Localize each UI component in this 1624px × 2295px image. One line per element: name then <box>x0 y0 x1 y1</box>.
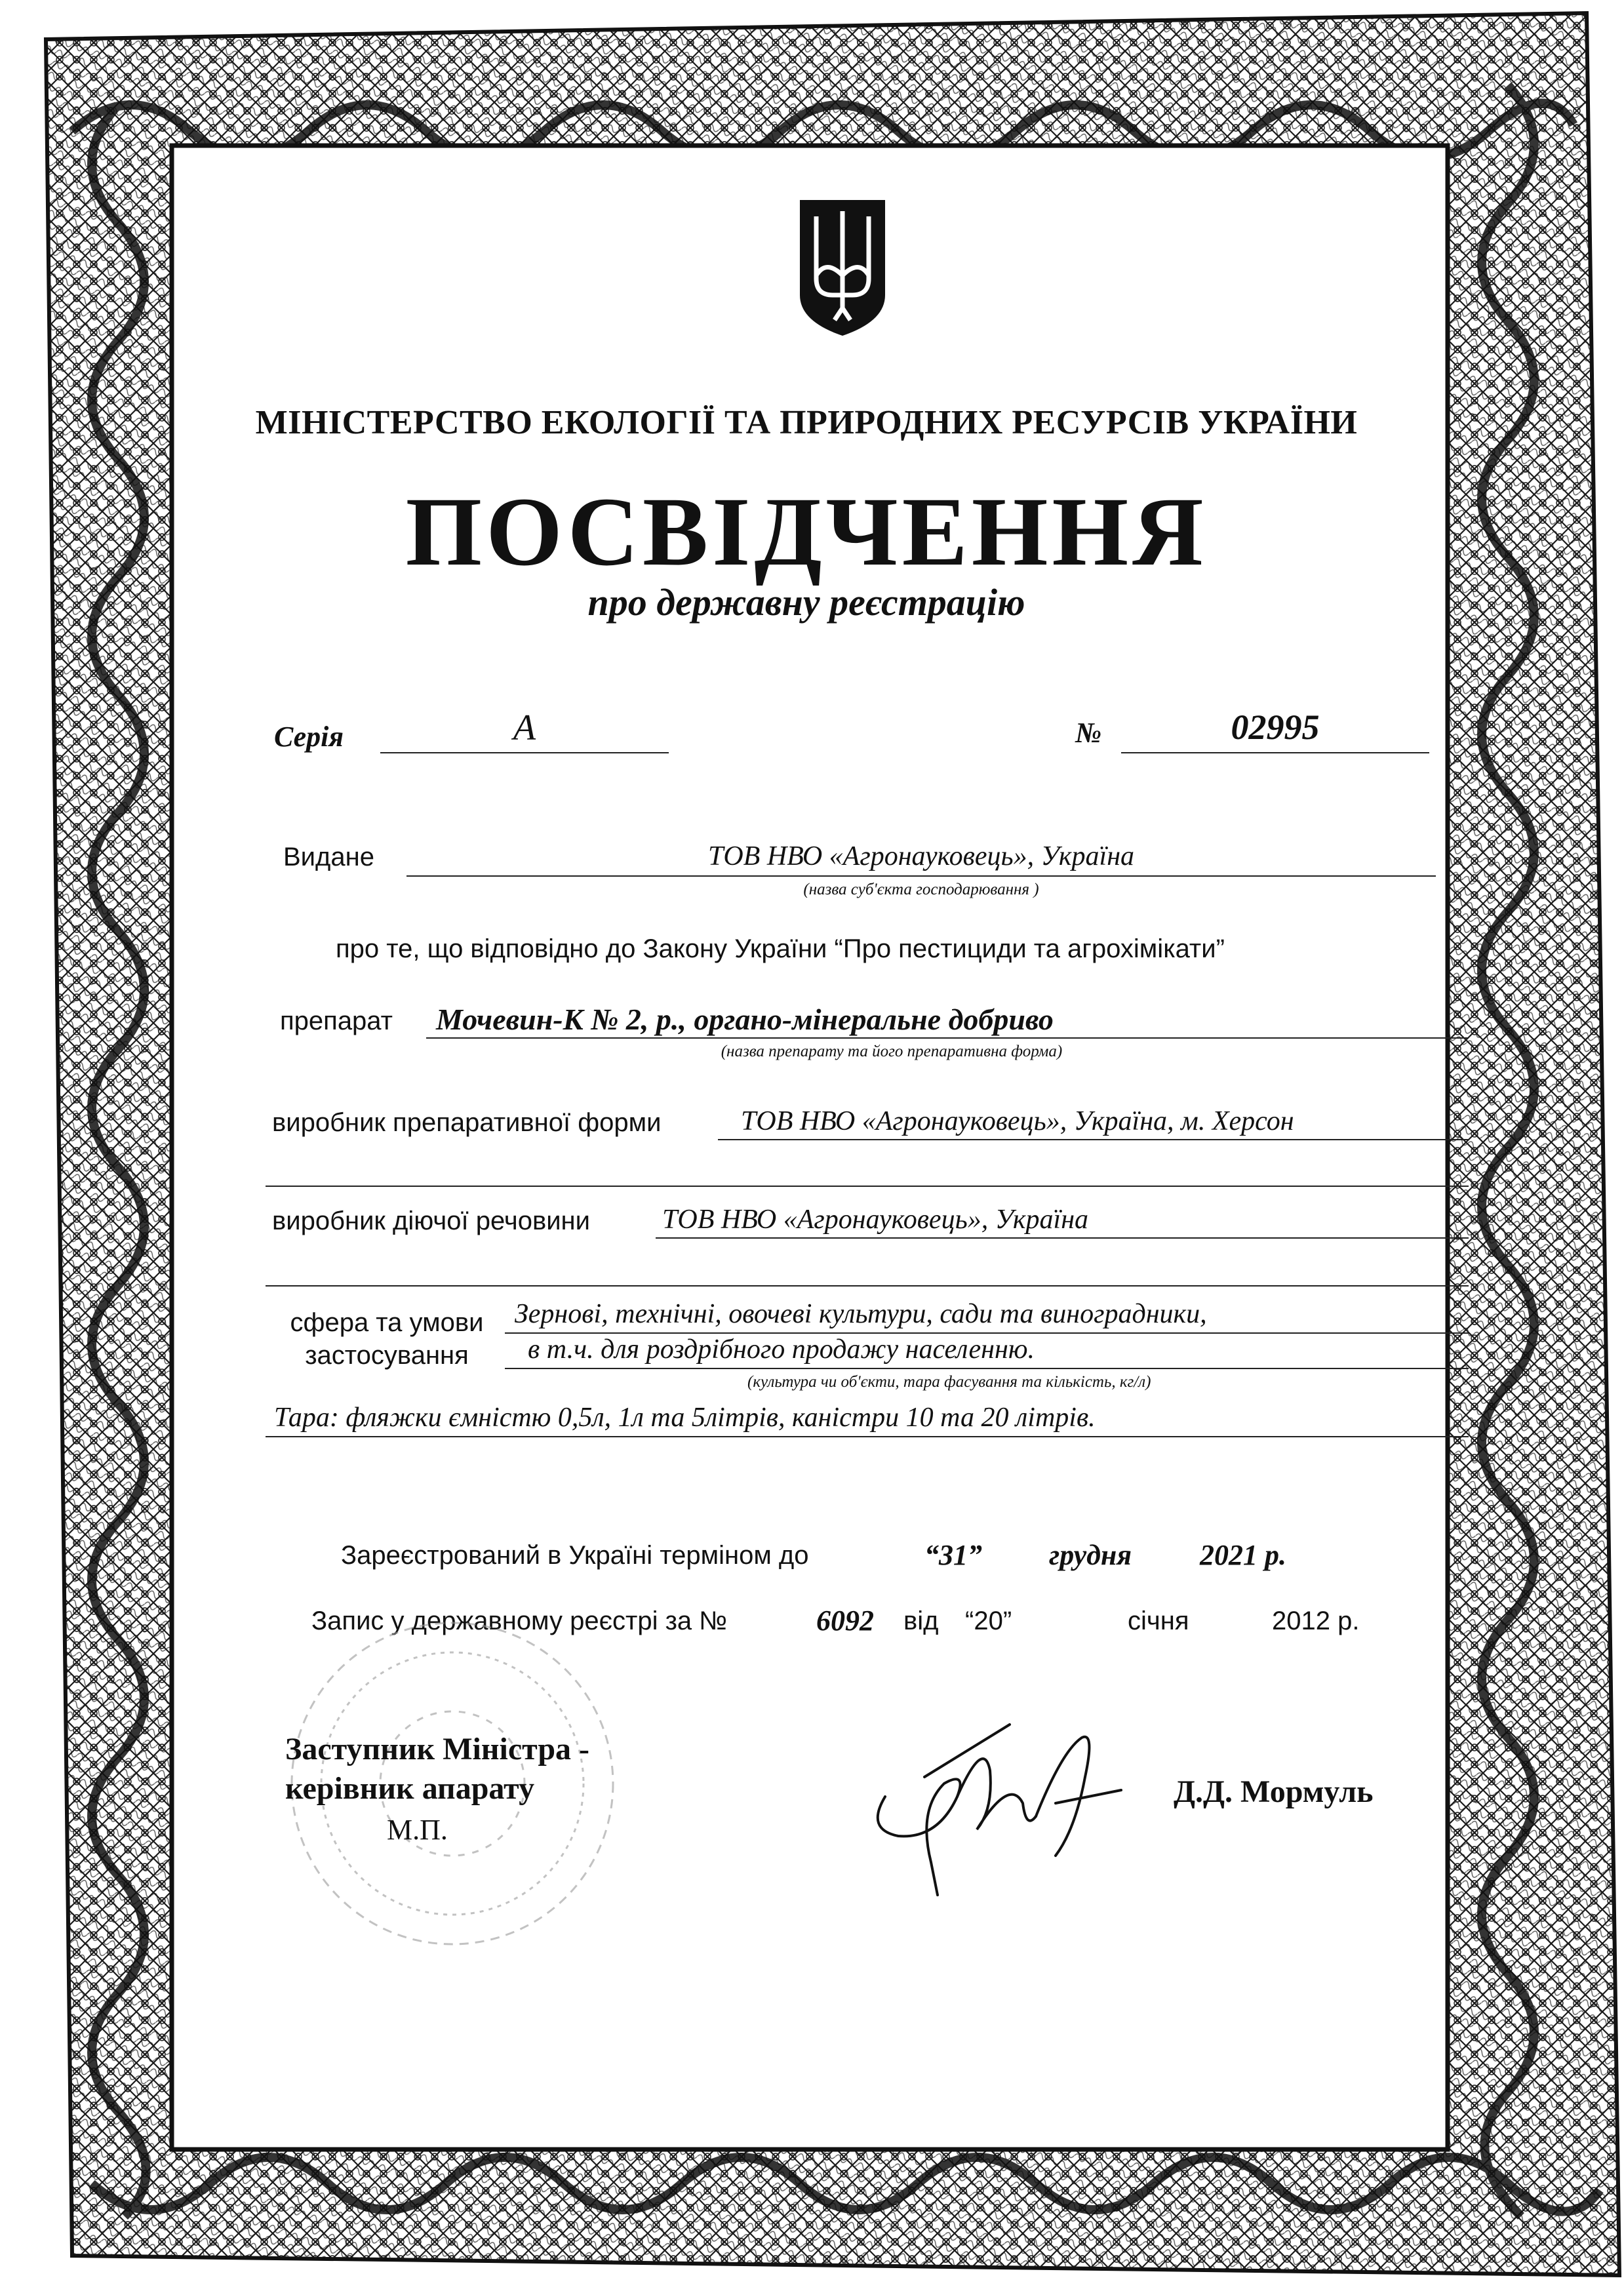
record-year: 2012 р. <box>1272 1606 1360 1635</box>
registered-year: 2021 р. <box>1200 1539 1286 1571</box>
record-month: січня <box>1128 1606 1189 1635</box>
active-maker-value: ТОВ НВО «Агронауковець», Україна <box>662 1205 1089 1235</box>
scope-note: (культура чи об'єкти, тара фасування та кількість, кг/л) <box>747 1373 1151 1391</box>
record-day: “20” <box>965 1606 1012 1635</box>
signatory-title-line1: Заступник Міністра - <box>285 1732 589 1766</box>
active-maker-underline <box>656 1237 1469 1239</box>
formulation-maker-underline <box>718 1139 1469 1140</box>
record-number: 6092 <box>816 1605 874 1637</box>
preparation-underline <box>426 1037 1469 1039</box>
record-text: Запис у державному реєстрі за № <box>311 1606 728 1635</box>
number-label: № <box>1075 717 1102 749</box>
scope-label-line1: сфера та умови <box>290 1308 484 1337</box>
registered-day: “31” <box>924 1539 982 1571</box>
scope-label-line2: застосування <box>305 1341 469 1370</box>
stamp-place-label: М.П. <box>387 1814 448 1846</box>
registered-text: Зареєстрований в Україні терміном до <box>341 1541 809 1570</box>
scope-value-line1: Зернові, технічні, овочеві культури, сади та виноградники, <box>515 1299 1207 1329</box>
series-underline <box>380 752 669 753</box>
formulation-maker-value: ТОВ НВО «Агронауковець», Україна, м. Херсон <box>741 1106 1294 1136</box>
signatory-name: Д.Д. Мормуль <box>1174 1774 1374 1809</box>
law-text: про те, що відповідно до Закону України “Про пестициди та агрохімікати” <box>336 934 1225 963</box>
issued-value: ТОВ НВО «Агронауковець», Україна <box>707 841 1135 871</box>
trident-emblem-icon <box>797 197 888 338</box>
document-subtitle: про державну реєстрацію <box>587 581 1025 624</box>
formulation-maker-extra-line <box>266 1186 1469 1187</box>
number-value: 02995 <box>1231 708 1320 747</box>
handwritten-signature <box>859 1698 1174 1902</box>
ministry-name: МІНІСТЕРСТВО ЕКОЛОГІЇ ТА ПРИРОДНИХ РЕСУРСІВ УКРАЇНИ <box>255 404 1358 441</box>
scope-value-line2: в т.ч. для роздрібного продажу населенню. <box>528 1334 1035 1365</box>
package-underline <box>266 1436 1469 1437</box>
preparation-note: (назва препарату та його препаративна форма) <box>721 1043 1063 1060</box>
issued-label: Видане <box>283 843 374 871</box>
issued-note: (назва суб'єкта господарювання ) <box>803 881 1039 898</box>
registered-month: грудня <box>1049 1539 1132 1571</box>
active-maker-extra-line <box>266 1285 1469 1287</box>
document-title: ПОСВІДЧЕННЯ <box>405 477 1208 586</box>
signatory-title-line2: керівник апарату <box>285 1771 535 1806</box>
number-underline <box>1121 752 1429 753</box>
issued-underline <box>406 875 1436 877</box>
record-from: від <box>903 1606 939 1635</box>
active-maker-label: виробник діючої речовини <box>272 1207 590 1235</box>
preparation-value: Мочевин-К № 2, р., органо-мінеральне добриво <box>436 1003 1054 1036</box>
series-label: Серія <box>274 721 344 753</box>
package-text: Тара: фляжки ємністю 0,5л, 1л та 5літрів, каністри 10 та 20 літрів. <box>274 1403 1096 1433</box>
series-value: А <box>513 708 536 748</box>
preparation-label: препарат <box>280 1007 393 1035</box>
scope-underline2 <box>505 1368 1469 1369</box>
formulation-maker-label: виробник препаративної форми <box>272 1108 662 1137</box>
